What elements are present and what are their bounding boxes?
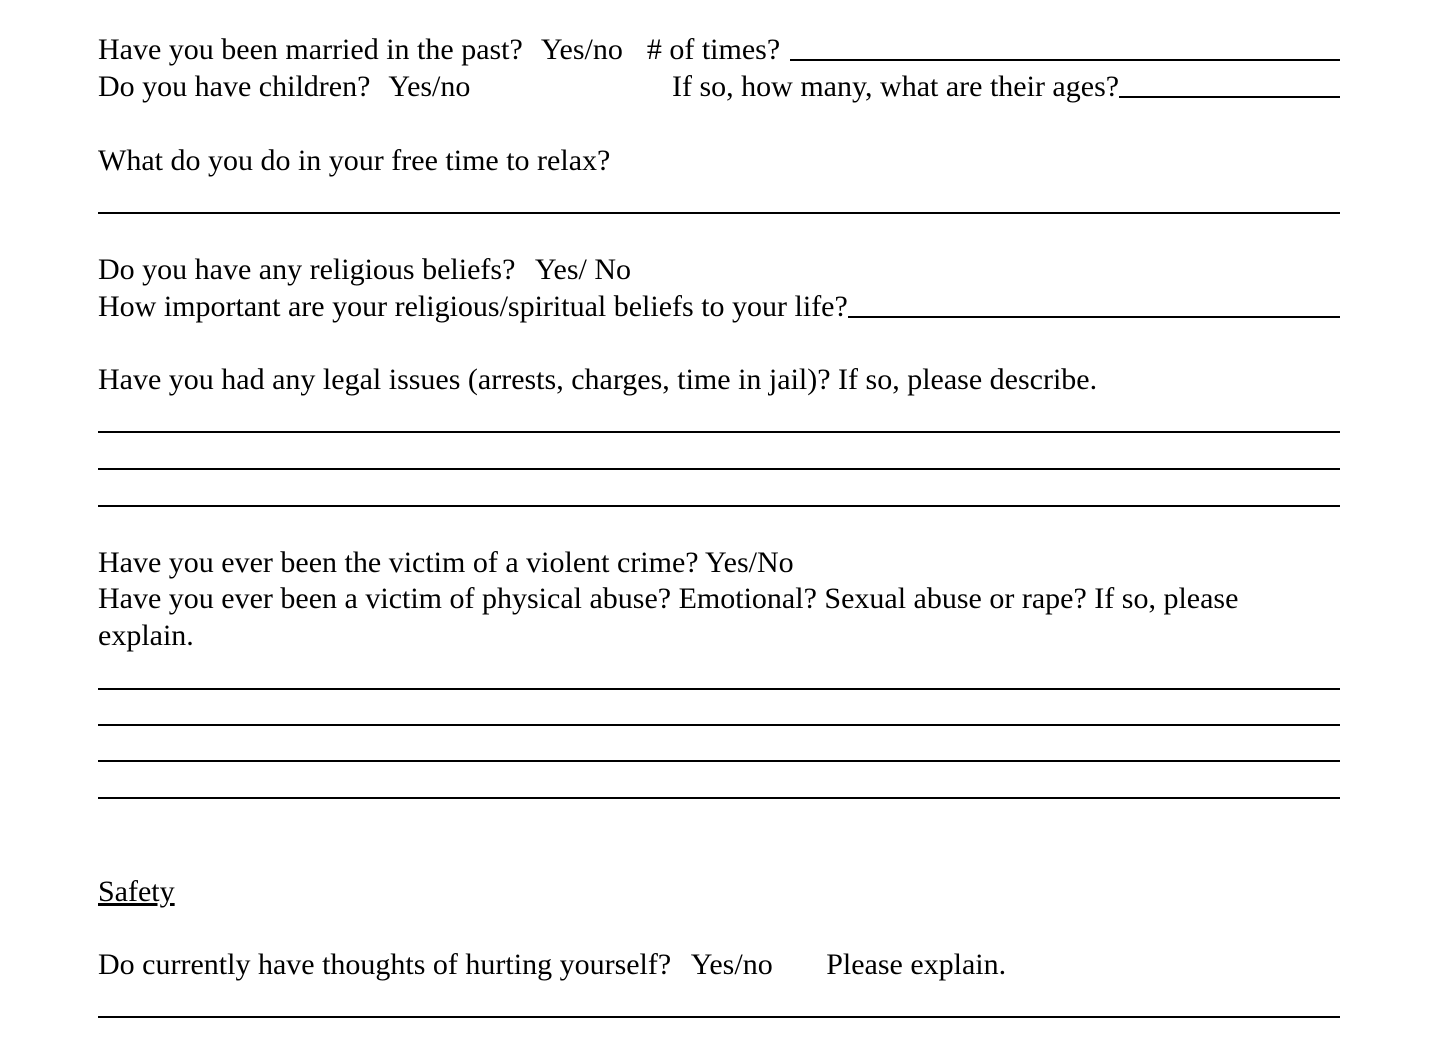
- safety-question: [98, 947, 1006, 983]
- legal-answer-line-1[interactable]: [98, 431, 1340, 433]
- religion-importance-question: How important are your religious/spiritual beliefs to your life?: [98, 290, 848, 323]
- abuse-question-line-2: explain.: [98, 619, 194, 652]
- safety-heading: Safety: [98, 875, 175, 908]
- religion-question: [98, 252, 631, 288]
- marriage-times-label: # of times?: [646, 33, 781, 66]
- marriage-row: [98, 32, 1340, 68]
- abuse-answer-line-1[interactable]: [98, 688, 1340, 690]
- marriage-yes-no-option[interactable]: Yes/no: [540, 33, 623, 66]
- legal-question: Have you had any legal issues (arrests, charges, time in jail)? If so, please describe.: [98, 363, 1098, 396]
- violent-crime-question: Have you ever been the victim of a violent crime? Yes/No: [98, 546, 794, 579]
- abuse-answer-line-2[interactable]: [98, 724, 1340, 726]
- legal-answer-line-2[interactable]: [98, 468, 1340, 470]
- legal-answer-line-3[interactable]: [98, 505, 1340, 507]
- marriage-times-field[interactable]: [790, 59, 1340, 61]
- religion-question-text: Do you have any religious beliefs?: [98, 253, 516, 286]
- children-followup-label: If so, how many, what are their ages?: [672, 70, 1120, 103]
- children-ages-field[interactable]: [1119, 96, 1340, 98]
- safety-question-text: Do currently have thoughts of hurting yourself?: [98, 948, 672, 981]
- children-yes-no-option[interactable]: Yes/no: [388, 70, 471, 103]
- children-question: Do you have children?: [98, 70, 371, 103]
- religion-importance-row: [98, 289, 1340, 325]
- free-time-answer-line[interactable]: [98, 212, 1340, 214]
- abuse-answer-line-4[interactable]: [98, 797, 1340, 799]
- safety-answer-line[interactable]: [98, 1016, 1340, 1018]
- safety-yes-no-option[interactable]: Yes/no: [690, 948, 773, 981]
- free-time-question: What do you do in your free time to relax?: [98, 144, 611, 177]
- abuse-answer-line-3[interactable]: [98, 760, 1340, 762]
- religion-importance-field[interactable]: [848, 316, 1340, 318]
- religion-yes-no-option[interactable]: Yes/ No: [534, 253, 632, 286]
- abuse-question-line-1: Have you ever been a victim of physical abuse? Emotional? Sexual abuse or rape? If so, please: [98, 582, 1239, 615]
- children-followup-group: [672, 69, 1340, 105]
- marriage-question: Have you been married in the past?: [98, 33, 523, 66]
- safety-explain-label: Please explain.: [826, 948, 1007, 981]
- children-row: [98, 69, 1340, 105]
